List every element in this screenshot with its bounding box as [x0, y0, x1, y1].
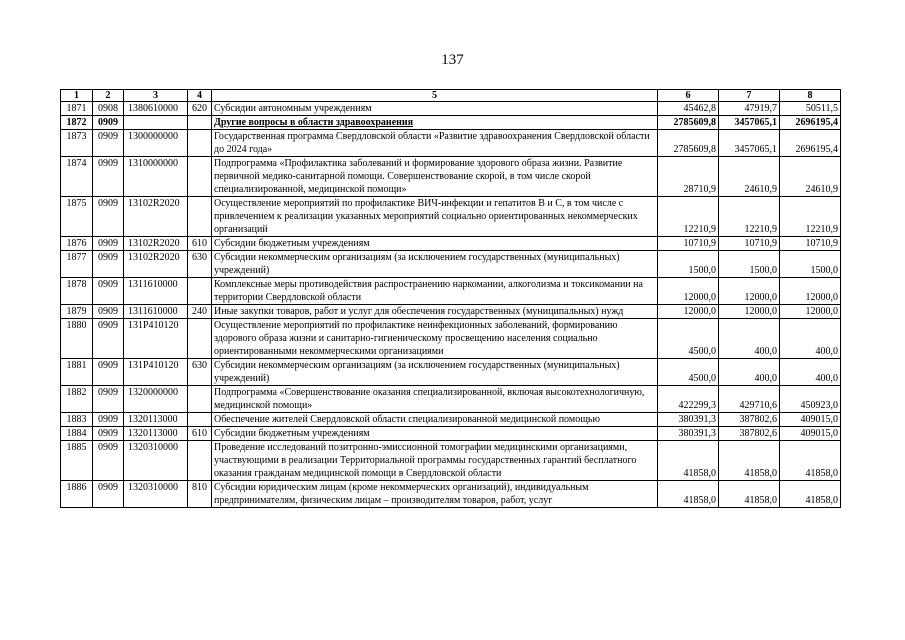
- amount-col-6: 2785609,8: [658, 130, 719, 157]
- expense-type-code: [188, 386, 212, 413]
- target-code: 1300000000: [124, 130, 188, 157]
- amount-col-7: 41858,0: [719, 441, 780, 481]
- expense-type-code: [188, 441, 212, 481]
- target-code: 1311610000: [124, 305, 188, 319]
- expense-type-code: 610: [188, 427, 212, 441]
- column-header: 3: [124, 90, 188, 102]
- amount-col-8: 24610,9: [780, 157, 841, 197]
- table-row: [61, 319, 841, 359]
- table-row: [61, 305, 841, 319]
- amount-col-7: 400,0: [719, 359, 780, 386]
- row-number: 1871: [61, 102, 93, 116]
- section-code: 0909: [93, 359, 124, 386]
- item-name: Проведение исследований позитронно-эмиссионной томографии медицинскими организациями, участвующими в реализации Территориальной программы государственных гарантий бесплатного оказания гражданам медицинской помощи в Свердловской области: [212, 441, 658, 481]
- amount-col-7: 12210,9: [719, 197, 780, 237]
- amount-col-6: 12000,0: [658, 278, 719, 305]
- row-number: 1881: [61, 359, 93, 386]
- column-header: 7: [719, 90, 780, 102]
- amount-col-8: 2696195,4: [780, 116, 841, 130]
- amount-col-6: 10710,9: [658, 237, 719, 251]
- target-code: 1320310000: [124, 481, 188, 508]
- amount-col-6: 4500,0: [658, 319, 719, 359]
- item-name: Осуществление мероприятий по профилактике неинфекционных заболеваний, формированию здорового образа жизни и санитарно-гигиеническому просвещению населения социально ориентированными некоммерческими организациями: [212, 319, 658, 359]
- row-number: 1880: [61, 319, 93, 359]
- amount-col-8: 400,0: [780, 359, 841, 386]
- target-code: 13102R2020: [124, 237, 188, 251]
- amount-col-8: 12000,0: [780, 305, 841, 319]
- table-row: [61, 102, 841, 116]
- amount-col-7: 429710,6: [719, 386, 780, 413]
- amount-col-8: 2696195,4: [780, 130, 841, 157]
- amount-col-6: 2785609,8: [658, 116, 719, 130]
- amount-col-6: 28710,9: [658, 157, 719, 197]
- amount-col-6: 41858,0: [658, 441, 719, 481]
- section-code: 0909: [93, 237, 124, 251]
- expense-type-code: [188, 319, 212, 359]
- amount-col-6: 41858,0: [658, 481, 719, 508]
- section-code: 0909: [93, 413, 124, 427]
- amount-col-6: 12000,0: [658, 305, 719, 319]
- section-code: 0909: [93, 197, 124, 237]
- row-number: 1873: [61, 130, 93, 157]
- table-row: [61, 197, 841, 237]
- section-code: 0909: [93, 157, 124, 197]
- table-row: [61, 130, 841, 157]
- table-row: [61, 441, 841, 481]
- expense-type-code: [188, 116, 212, 130]
- amount-col-7: 47919,7: [719, 102, 780, 116]
- table-row: [61, 386, 841, 413]
- amount-col-8: 12210,9: [780, 197, 841, 237]
- row-number: 1882: [61, 386, 93, 413]
- item-name: Иные закупки товаров, работ и услуг для обеспечения государственных (муниципальных) нужд: [212, 305, 658, 319]
- amount-col-6: 380391,3: [658, 427, 719, 441]
- column-header: 8: [780, 90, 841, 102]
- section-code: 0909: [93, 427, 124, 441]
- item-name: Субсидии юридическим лицам (кроме некоммерческих организаций), индивидуальным предпринимателям, физическим лицам – производителям товаров, работ, услуг: [212, 481, 658, 508]
- item-name: Осуществление мероприятий по профилактике ВИЧ-инфекции и гепатитов В и С, в том числе с привлечением к реализации указанных мероприятий социально ориентированных некоммерческих организаций: [212, 197, 658, 237]
- column-header: 6: [658, 90, 719, 102]
- amount-col-6: 4500,0: [658, 359, 719, 386]
- target-code: 13102R2020: [124, 197, 188, 237]
- amount-col-7: 387802,6: [719, 413, 780, 427]
- expense-type-code: 810: [188, 481, 212, 508]
- section-code: 0909: [93, 130, 124, 157]
- row-number: 1872: [61, 116, 93, 130]
- item-name: Субсидии бюджетным учреждениям: [212, 427, 658, 441]
- row-number: 1874: [61, 157, 93, 197]
- amount-col-8: 41858,0: [780, 441, 841, 481]
- table-row: [61, 278, 841, 305]
- amount-col-8: 41858,0: [780, 481, 841, 508]
- item-name: Субсидии некоммерческим организациям (за исключением государственных (муниципальных) учреждений): [212, 251, 658, 278]
- item-name: Подпрограмма «Совершенствование оказания специализированной, включая высокотехнологичную, медицинской помощи»: [212, 386, 658, 413]
- page-number: 137: [441, 52, 464, 68]
- target-code: 131P410120: [124, 319, 188, 359]
- target-code: 1320113000: [124, 413, 188, 427]
- item-name: Субсидии бюджетным учреждениям: [212, 237, 658, 251]
- amount-col-6: 45462,8: [658, 102, 719, 116]
- table-row: [61, 427, 841, 441]
- amount-col-6: 12210,9: [658, 197, 719, 237]
- section-code: 0909: [93, 278, 124, 305]
- section-code: 0909: [93, 386, 124, 413]
- row-number: 1875: [61, 197, 93, 237]
- row-number: 1878: [61, 278, 93, 305]
- item-name: Субсидии некоммерческим организациям (за исключением государственных (муниципальных) учреждений): [212, 359, 658, 386]
- amount-col-7: 387802,6: [719, 427, 780, 441]
- amount-col-7: 24610,9: [719, 157, 780, 197]
- expense-type-code: [188, 197, 212, 237]
- row-number: 1886: [61, 481, 93, 508]
- section-code: 0909: [93, 251, 124, 278]
- column-header: 2: [93, 90, 124, 102]
- table-row: [61, 481, 841, 508]
- table-row: [61, 157, 841, 197]
- column-header: 1: [61, 90, 93, 102]
- row-number: 1883: [61, 413, 93, 427]
- target-code: 131P410120: [124, 359, 188, 386]
- item-name: Комплексные меры противодействия распространению наркомании, алкоголизма и токсикомании на территории Свердловской области: [212, 278, 658, 305]
- amount-col-8: 409015,0: [780, 413, 841, 427]
- target-code: 1320113000: [124, 427, 188, 441]
- table-row: [61, 116, 841, 130]
- expense-type-code: 630: [188, 359, 212, 386]
- amount-col-8: 450923,0: [780, 386, 841, 413]
- amount-col-7: 400,0: [719, 319, 780, 359]
- column-header: 5: [212, 90, 658, 102]
- expense-type-code: 610: [188, 237, 212, 251]
- table-row: [61, 237, 841, 251]
- amount-col-8: 409015,0: [780, 427, 841, 441]
- target-code: 13102R2020: [124, 251, 188, 278]
- expense-type-code: [188, 157, 212, 197]
- section-code: 0909: [93, 441, 124, 481]
- item-name: Обеспечение жителей Свердловской области специализированной медицинской помощью: [212, 413, 658, 427]
- table-row: [61, 359, 841, 386]
- row-number: 1876: [61, 237, 93, 251]
- target-code: 1311610000: [124, 278, 188, 305]
- section-code: 0909: [93, 481, 124, 508]
- amount-col-7: 12000,0: [719, 305, 780, 319]
- target-code: 1310000000: [124, 157, 188, 197]
- row-number: 1885: [61, 441, 93, 481]
- section-code: 0908: [93, 102, 124, 116]
- table-body: [61, 102, 841, 508]
- amount-col-6: 422299,3: [658, 386, 719, 413]
- expense-type-code: [188, 278, 212, 305]
- amount-col-6: 380391,3: [658, 413, 719, 427]
- expense-type-code: [188, 413, 212, 427]
- amount-col-7: 3457065,1: [719, 130, 780, 157]
- target-code: 1380610000: [124, 102, 188, 116]
- amount-col-7: 12000,0: [719, 278, 780, 305]
- amount-col-7: 41858,0: [719, 481, 780, 508]
- amount-col-8: 1500,0: [780, 251, 841, 278]
- section-code: 0909: [93, 319, 124, 359]
- target-code: [124, 116, 188, 130]
- section-code: 0909: [93, 116, 124, 130]
- amount-col-8: 12000,0: [780, 278, 841, 305]
- amount-col-8: 400,0: [780, 319, 841, 359]
- target-code: 1320310000: [124, 441, 188, 481]
- item-name: Подпрограмма «Профилактика заболеваний и формирование здорового образа жизни. Развитие первичной медико-санитарной помощи. Совершенствование скорой, в том числе скорой специализированной, медицинской помощи»: [212, 157, 658, 197]
- item-name: Субсидии автономным учреждениям: [212, 102, 658, 116]
- section-code: 0909: [93, 305, 124, 319]
- item-name: Государственная программа Свердловской области «Развитие здравоохранения Свердловской области до 2024 года»: [212, 130, 658, 157]
- row-number: 1877: [61, 251, 93, 278]
- amount-col-6: 1500,0: [658, 251, 719, 278]
- table-row: [61, 413, 841, 427]
- expense-type-code: [188, 130, 212, 157]
- amount-col-7: 10710,9: [719, 237, 780, 251]
- header-row: [61, 90, 841, 102]
- column-header: 4: [188, 90, 212, 102]
- expense-type-code: 620: [188, 102, 212, 116]
- amount-col-7: 3457065,1: [719, 116, 780, 130]
- expense-type-code: 630: [188, 251, 212, 278]
- expense-type-code: 240: [188, 305, 212, 319]
- item-name: Другие вопросы в области здравоохранения: [212, 116, 658, 130]
- table-row: [61, 251, 841, 278]
- amount-col-7: 1500,0: [719, 251, 780, 278]
- amount-col-8: 10710,9: [780, 237, 841, 251]
- target-code: 1320000000: [124, 386, 188, 413]
- row-number: 1884: [61, 427, 93, 441]
- budget-table: [60, 89, 841, 508]
- row-number: 1879: [61, 305, 93, 319]
- amount-col-8: 50511,5: [780, 102, 841, 116]
